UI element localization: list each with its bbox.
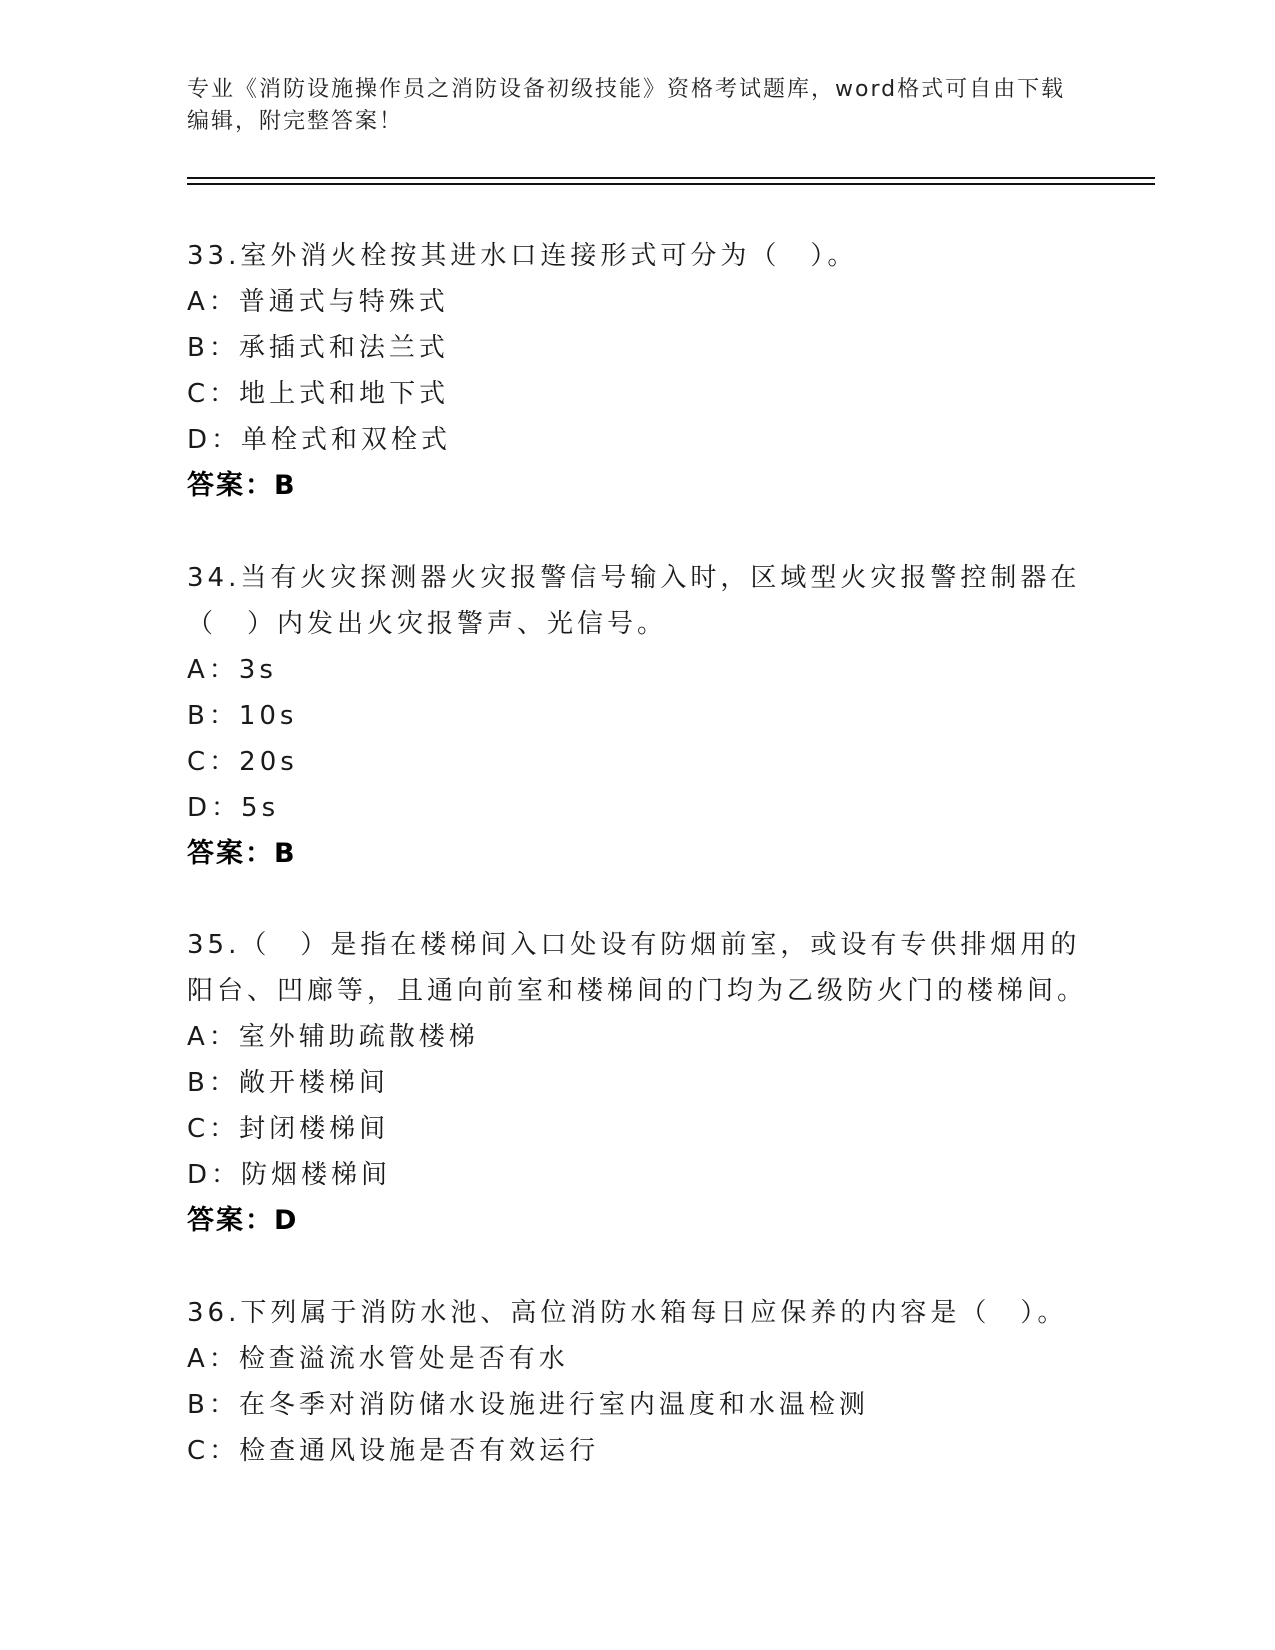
document-header: 专业《消防设施操作员之消防设备初级技能》资格考试题库，word格式可自由下载编辑，附完整答案！	[187, 77, 1066, 134]
question-34	[187, 555, 1087, 877]
option-b: B：在冬季对消防储水设施进行室内温度和水温检测	[187, 1390, 869, 1420]
option-b: B：10s	[187, 701, 298, 731]
question-35	[187, 922, 1087, 1244]
option-b: B：敞开楼梯间	[187, 1068, 389, 1098]
question-stem: 35.（ ）是指在楼梯间入口处设有防烟前室，或设有专供排烟用的阳台、凹廊等，且通向前室和楼梯间的门均为乙级防火门的楼梯间。	[187, 930, 1088, 1006]
question-36	[187, 1290, 1087, 1474]
option-b: B：承插式和法兰式	[187, 333, 449, 363]
option-d: D：单栓式和双栓式	[187, 425, 452, 455]
header-divider-bottom	[187, 183, 1155, 185]
option-c: C：地上式和地下式	[187, 379, 450, 409]
answer-label: 答案：B	[187, 838, 297, 869]
option-d: D：防烟楼梯间	[187, 1160, 392, 1190]
answer-label: 答案：B	[187, 470, 297, 501]
option-a: A：普通式与特殊式	[187, 287, 449, 317]
option-c: C：检查通风设施是否有效运行	[187, 1436, 600, 1466]
option-c: C：20s	[187, 747, 298, 777]
option-d: D：5s	[187, 793, 280, 823]
header-divider-top	[187, 177, 1155, 179]
question-33	[187, 233, 1087, 509]
option-a: A：3s	[187, 655, 277, 685]
option-a: A：检查溢流水管处是否有水	[187, 1344, 569, 1374]
option-c: C：封闭楼梯间	[187, 1114, 390, 1144]
question-stem: 36.下列属于消防水池、高位消防水箱每日应保养的内容是（ ）。	[187, 1298, 1068, 1328]
answer-label: 答案：D	[187, 1205, 299, 1236]
question-stem: 33.室外消火栓按其进水口连接形式可分为（ ）。	[187, 241, 858, 271]
question-stem: 34.当有火灾探测器火灾报警信号输入时，区域型火灾报警控制器在（ ）内发出火灾报警声、光信号。	[187, 563, 1081, 639]
option-a: A：室外辅助疏散楼梯	[187, 1022, 479, 1052]
